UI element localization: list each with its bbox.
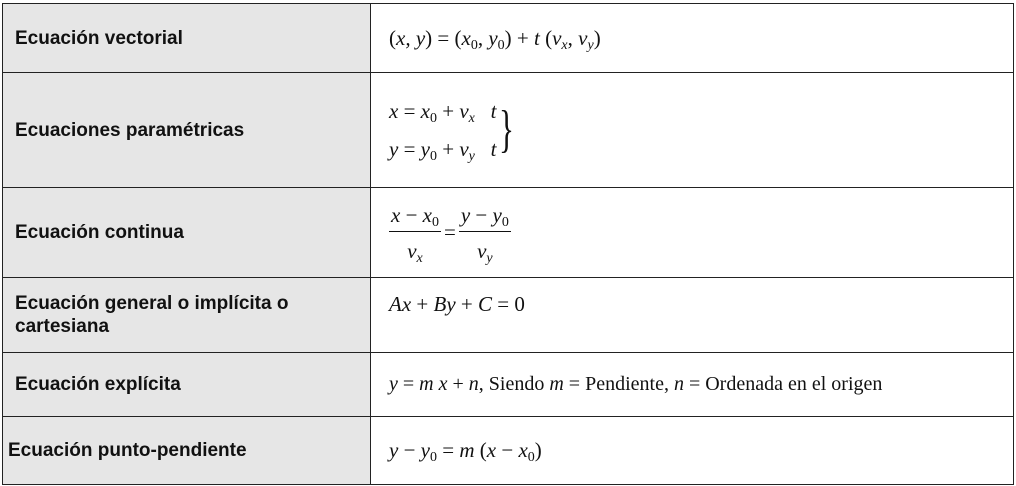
vector-equation <box>371 4 1014 73</box>
table-row <box>3 417 1014 485</box>
row-label: Ecuación continua <box>3 188 371 278</box>
table-row <box>3 4 1014 73</box>
row-label: Ecuación general o implícita o cartesiana <box>3 278 371 353</box>
fraction-y: $\frac{y - y_0}{v_y}$ <box>460 202 509 266</box>
right-brace: } <box>499 101 515 158</box>
parametric-line-x: $x = x_0 + v_x$ t <box>389 99 497 126</box>
parametric-equations <box>371 73 1014 188</box>
table-row <box>3 188 1014 278</box>
table-row <box>3 73 1014 188</box>
parametric-line-y: $y = y_0 + v_y$ t <box>389 137 497 164</box>
general-equation: Ax + By + C = 0 <box>371 278 1014 353</box>
row-label: Ecuaciones paramétricas <box>3 73 371 188</box>
vector-equation-text: (x, $y) = (x_0$, $y_0) + t$ ($v_x$, $v_y$) <box>389 25 601 53</box>
point-slope-equation: $y - y_0 = m$ $(x - x_0)$ <box>371 417 1014 485</box>
equations-table <box>2 3 1014 485</box>
explicit-equation: y = m x + n, Siendo m = Pendiente, n = Ordenada en el origen <box>371 353 1014 417</box>
table-row <box>3 278 1014 353</box>
continuous-equation: $\frac{x - x_0}{v_x}$ = $\frac{y - y_0}{v_y}$ <box>371 188 1014 278</box>
fraction-x: $\frac{x - x_0}{v_x}$ <box>391 202 439 266</box>
row-label: Ecuación explícita <box>3 353 371 417</box>
table-row <box>3 353 1014 417</box>
row-label: Ecuación punto-pendiente <box>3 417 371 485</box>
row-label: Ecuación vectorial <box>3 4 371 73</box>
